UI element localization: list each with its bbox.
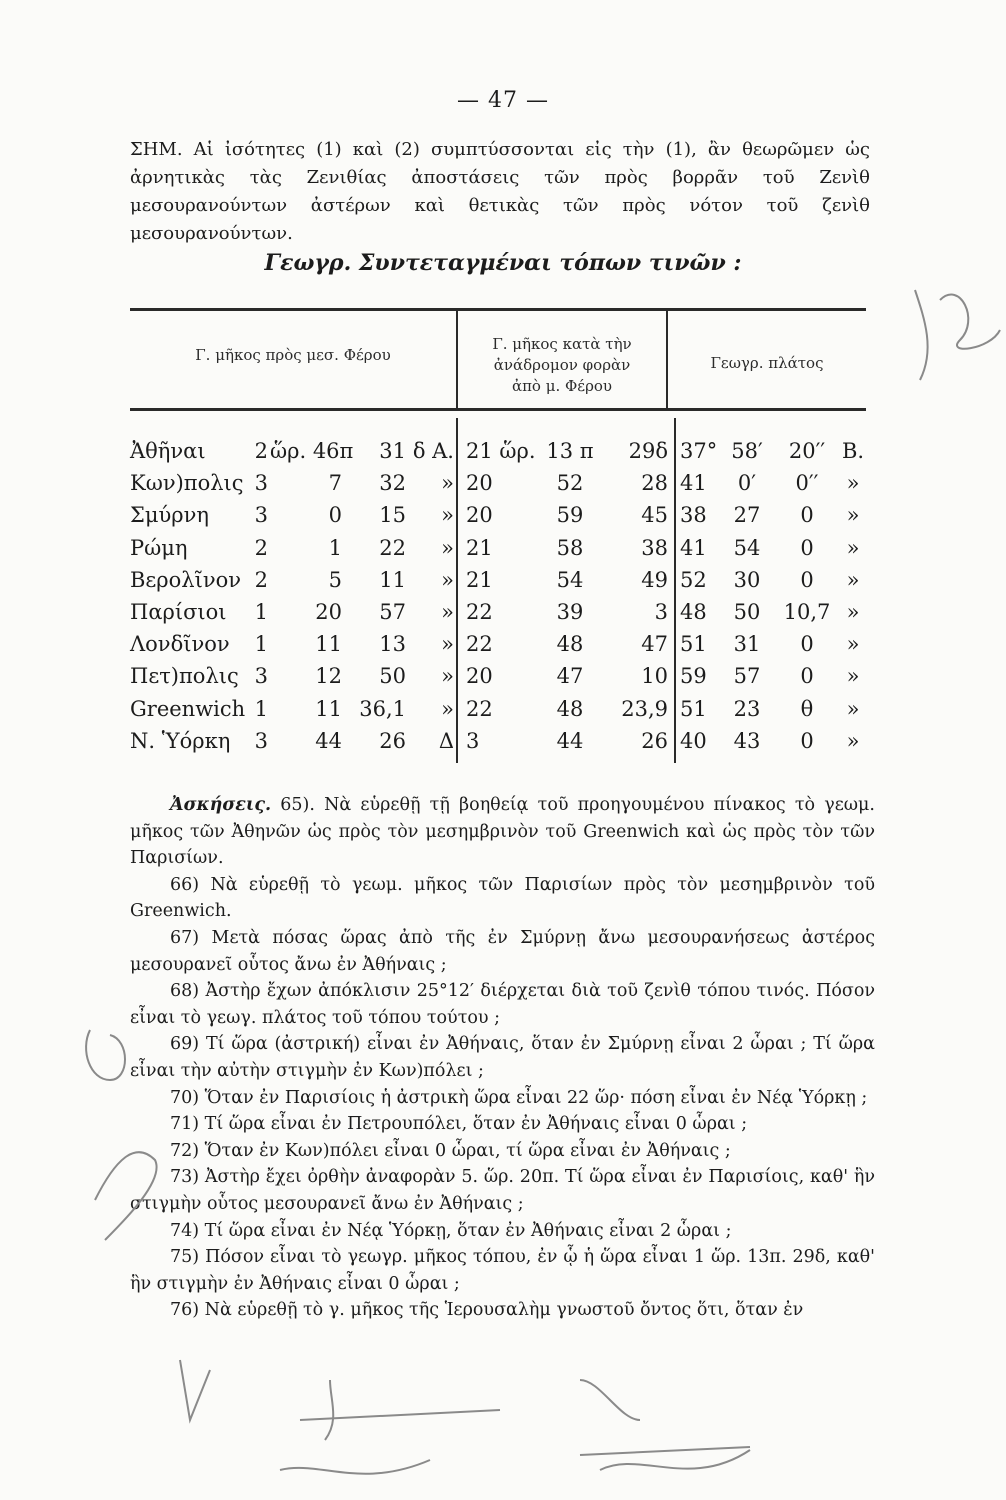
cell-place: Ν. Ὑόρκη — [130, 728, 231, 753]
cell-s2: 26 — [641, 728, 668, 753]
cell-place: Κων)πολις — [130, 471, 244, 496]
cell-s2: 3 — [654, 600, 668, 624]
cell-sec: 0 — [800, 567, 814, 592]
cell-place: Ρώμη — [130, 535, 188, 560]
cell-m2: 48 — [556, 696, 584, 721]
cell-deg: 52 — [680, 567, 707, 592]
cell-m2: 59 — [556, 503, 584, 528]
cell-min: 43 — [733, 728, 761, 753]
cell-h2: 22 — [466, 632, 493, 657]
cell-deg: 48 — [680, 600, 707, 624]
cell-dir: » — [441, 632, 454, 657]
cell-min: 57 — [733, 664, 761, 689]
cell-s: 31 — [379, 439, 406, 463]
cell-s2: 49 — [641, 567, 668, 592]
header-line: ἀνάδρομον φορὰν — [493, 356, 631, 374]
cell-sec: θ — [800, 696, 814, 721]
note-paragraph: ΣΗΜ. Αἱ ἰσότητες (1) καὶ (2) συμπτύσσονται εἰς τὴν (1), ἂν θεωρῶμεν ὡς ἀρνητικὰς τὰς Ζενιθίας ἀποστάσεις τῶν πρὸς βορρᾶν τοῦ Ζενὶθ μεσουρανούντων ἀστέρων καὶ θετικὰς τῶν πρὸς νότον τοῦ ζενὶθ μεσουρανούντων. — [130, 139, 870, 244]
cell-s2: 38 — [641, 535, 668, 560]
cell-m: 5 — [328, 567, 342, 592]
cell-deg: 59 — [680, 664, 707, 689]
cell-sec: 10,7 — [783, 600, 831, 624]
exercise-text: 65). Νὰ εὑρεθῇ τῇ βοηθείᾳ τοῦ προηγουμένου πίνακος τὸ γεωμ. μῆκος τῶν Ἀθηνῶν ὡς πρὸς τὸν μεσημβρινὸν τοῦ Greenwich καὶ ὡς πρὸς τὸν τῶν Παρισίων. — [130, 795, 875, 869]
cell-deg: 40 — [680, 728, 707, 753]
cell-s: 32 — [379, 471, 406, 496]
cell-sec: 0 — [800, 728, 814, 753]
cell-place: Σμύρνη — [130, 503, 209, 528]
cell-h: 1 — [254, 696, 268, 721]
cell-m2: 54 — [556, 567, 584, 592]
cell-deg: 51 — [680, 696, 707, 721]
cell-sec: 0 — [800, 664, 814, 689]
cell-h2: 3 — [466, 728, 480, 753]
cell-place: Λονδῖνον — [130, 632, 230, 657]
cell-min: 27 — [733, 503, 761, 528]
cell-place: Παρίσιοι — [130, 600, 227, 624]
cell-h: 2 — [254, 535, 268, 560]
cell-dir: » — [441, 664, 454, 689]
cell-m: 20 — [315, 600, 342, 624]
exercise-68: 68) Ἀστὴρ ἔχων ἀπόκλισιν 25°12′ διέρχεται διὰ τοῦ ζενὶθ τόπου τινός. Πόσον εἶναι τὸ γεωγ. πλάτος τοῦ τόπου τούτου ; — [130, 981, 875, 1028]
exercise-72: 72) Ὅταν ἐν Κων)πόλει εἶναι 0 ὧραι, τί ὥρα εἶναι ἐν Ἀθήναις ; — [170, 1140, 731, 1161]
cell-place: Βερολῖνον — [130, 567, 242, 592]
exercise-71: 71) Τί ὥρα εἶναι ἐν Πετρουπόλει, ὅταν ἐν Ἀθήναις εἶναι 0 ὧραι ; — [170, 1114, 748, 1135]
cell-ns: » — [846, 471, 860, 496]
cell-m: 1 — [328, 535, 342, 560]
cell-min: 58′ — [731, 439, 763, 463]
cell-h: 2 — [254, 439, 268, 463]
header-longitude-ferro: Γ. μῆκος πρὸς μεσ. Φέρου — [195, 346, 391, 364]
cell-h: 3 — [254, 503, 268, 528]
exercise-74: 74) Τί ὥρα εἶναι ἐν Νέᾳ Ὑόρκῃ, ὅταν ἐν Ἀθήναις εἶναι 2 ὧραι ; — [170, 1220, 732, 1241]
cell-s: 13 — [379, 632, 406, 657]
cell-m: 12 — [315, 664, 342, 689]
cell-h: 3 — [254, 664, 268, 689]
cell-m: ὥρ. 46π — [270, 439, 354, 463]
cell-s: 57 — [379, 600, 406, 624]
header-line: ἀπὸ μ. Φέρου — [511, 377, 613, 395]
cell-dir: » — [441, 535, 454, 560]
cell-m: 11 — [315, 632, 342, 657]
cell-s: 50 — [379, 664, 406, 689]
cell-ns: » — [846, 696, 860, 721]
cell-deg: 41 — [680, 535, 707, 560]
cell-h2: 21 — [466, 535, 493, 560]
exercise-67: 67) Μετὰ πόσας ὥρας ἀπὸ τῆς ἐν Σμύρνῃ ἄνω μεσουρανήσεως ἀστέρος μεσουρανεῖ οὗτος ἄνω ἐν Ἀθήναις ; — [130, 927, 875, 975]
cell-s: 15 — [379, 503, 406, 528]
cell-place: Greenwich — [130, 696, 246, 721]
cell-s: 11 — [379, 567, 406, 592]
cell-sec: 0 — [800, 535, 814, 560]
cell-m2: 39 — [556, 600, 584, 624]
cell-m2: 48 — [556, 632, 584, 657]
cell-m2: 58 — [556, 535, 584, 560]
cell-sec: 0′′ — [795, 471, 819, 496]
cell-sec: 20′′ — [788, 439, 826, 463]
cell-dir: » — [441, 471, 454, 496]
cell-sec: 0 — [800, 632, 814, 657]
cell-dir: » — [441, 600, 454, 624]
cell-deg: 37° — [680, 439, 718, 463]
exercise-66: 66) Νὰ εὑρεθῇ τὸ γεωμ. μῆκος τῶν Παρισίων πρὸς τὸν μεσημβρινὸν τοῦ Greenwich. — [130, 874, 875, 922]
cell-dir: » — [441, 503, 454, 528]
cell-dir: » — [441, 696, 454, 721]
exercises-heading: Ἀσκήσεις. — [170, 795, 272, 815]
cell-place: Ἀθῆναι — [130, 439, 206, 463]
cell-ns: » — [846, 600, 860, 624]
cell-h2: 20 — [466, 503, 493, 528]
cell-s: 36,1 — [359, 696, 406, 721]
cell-h: 2 — [254, 567, 268, 592]
header-line: Γ. μῆκος κατὰ τὴν — [492, 335, 632, 353]
cell-h2: 20 — [466, 471, 493, 496]
cell-m2: 13 π — [546, 439, 594, 463]
cell-min: 50 — [733, 600, 761, 624]
cell-dir: Δ — [438, 728, 454, 753]
exercise-76: 76) Νὰ εὑρεθῇ τὸ γ. μῆκος τῆς Ἱερουσαλὴμ γνωστοῦ ὄντος ὅτι, ὅταν ἐν — [170, 1300, 804, 1321]
cell-m2: 44 — [556, 728, 584, 753]
cell-ns: Β. — [841, 439, 865, 463]
cell-s2: 23,9 — [621, 696, 668, 721]
cell-m2: 47 — [556, 664, 584, 689]
table-caption: Γεωγρ. Συντεταγμέναι τόπων τινῶν : — [264, 250, 742, 276]
cell-ns: » — [846, 535, 860, 560]
cell-min: 30 — [733, 567, 761, 592]
cell-h2: 20 — [466, 664, 493, 689]
cell-s2: 45 — [641, 503, 668, 528]
cell-m: 0 — [328, 503, 342, 528]
cell-s2: 28 — [641, 471, 668, 496]
cell-min: 31 — [733, 632, 761, 657]
cell-m: 7 — [328, 471, 342, 496]
cell-m2: 52 — [556, 471, 584, 496]
cell-s2: 29δ — [628, 439, 668, 463]
cell-h: 1 — [254, 632, 268, 657]
cell-ns: » — [846, 503, 860, 528]
header-latitude: Γεωγρ. πλάτος — [710, 354, 824, 372]
exercise-70: 70) Ὅταν ἐν Παρισίοις ἡ ἀστρικὴ ὥρα εἶναι 22 ὥρ· πόση εἶναι ἐν Νέᾳ Ὑόρκῃ ; — [170, 1087, 868, 1108]
cell-m: 11 — [315, 696, 342, 721]
cell-s: 26 — [379, 728, 406, 753]
cell-s2: 10 — [641, 664, 668, 689]
cell-min: 23 — [733, 696, 761, 721]
cell-ns: » — [846, 664, 860, 689]
cell-dir: » — [441, 567, 454, 592]
cell-deg: 51 — [680, 632, 707, 657]
exercise-73: 73) Ἀστὴρ ἔχει ὀρθὴν ἀναφορὰν 5. ὥρ. 20π. Τί ὥρα εἶναι ἐν Παρισίοις, καθ' ἣν στιγμὴν οὗτος μεσουρανεῖ ἄνω ἐν Ἀθήναις ; — [130, 1167, 875, 1214]
cell-min: 54 — [733, 535, 761, 560]
cell-s: 22 — [379, 535, 406, 560]
exercise-75: 75) Πόσον εἶναι τὸ γεωγρ. μῆκος τόπου, ἐν ᾧ ἡ ὥρα εἶναι 1 ὥρ. 13π. 29δ, καθ' ἣν στιγμὴν ἐν Ἀθήναις εἶναι 0 ὧραι ; — [130, 1247, 875, 1294]
cell-deg: 38 — [680, 503, 707, 528]
cell-h2: 22 — [466, 600, 493, 624]
cell-place: Πετ)πολις — [130, 664, 239, 689]
cell-deg: 41 — [680, 471, 707, 496]
cell-ns: » — [846, 728, 860, 753]
cell-h2: 21 — [466, 567, 493, 592]
cell-h: 3 — [254, 471, 268, 496]
cell-ns: » — [846, 567, 860, 592]
cell-min: 0′ — [737, 471, 757, 496]
cell-h2: 21 ὥρ. — [466, 439, 536, 463]
cell-h2: 22 — [466, 696, 493, 721]
cell-sec: 0 — [800, 503, 814, 528]
cell-h: 1 — [254, 600, 268, 624]
cell-ns: » — [846, 632, 860, 657]
exercise-69: 69) Τί ὥρα (ἀστρική) εἶναι ἐν Ἀθήναις, ὅταν ἐν Σμύρνῃ εἶναι 2 ὧραι ; Τί ὥρα εἶναι τὴν αὐτὴν στιγμὴν ἐν Κων)πόλει ; — [130, 1034, 875, 1081]
cell-h: 3 — [254, 728, 268, 753]
cell-m: 44 — [315, 728, 342, 753]
cell-s2: 47 — [641, 632, 668, 657]
cell-dir: δ Α. — [412, 439, 454, 463]
page-number: — 47 — — [457, 88, 549, 113]
